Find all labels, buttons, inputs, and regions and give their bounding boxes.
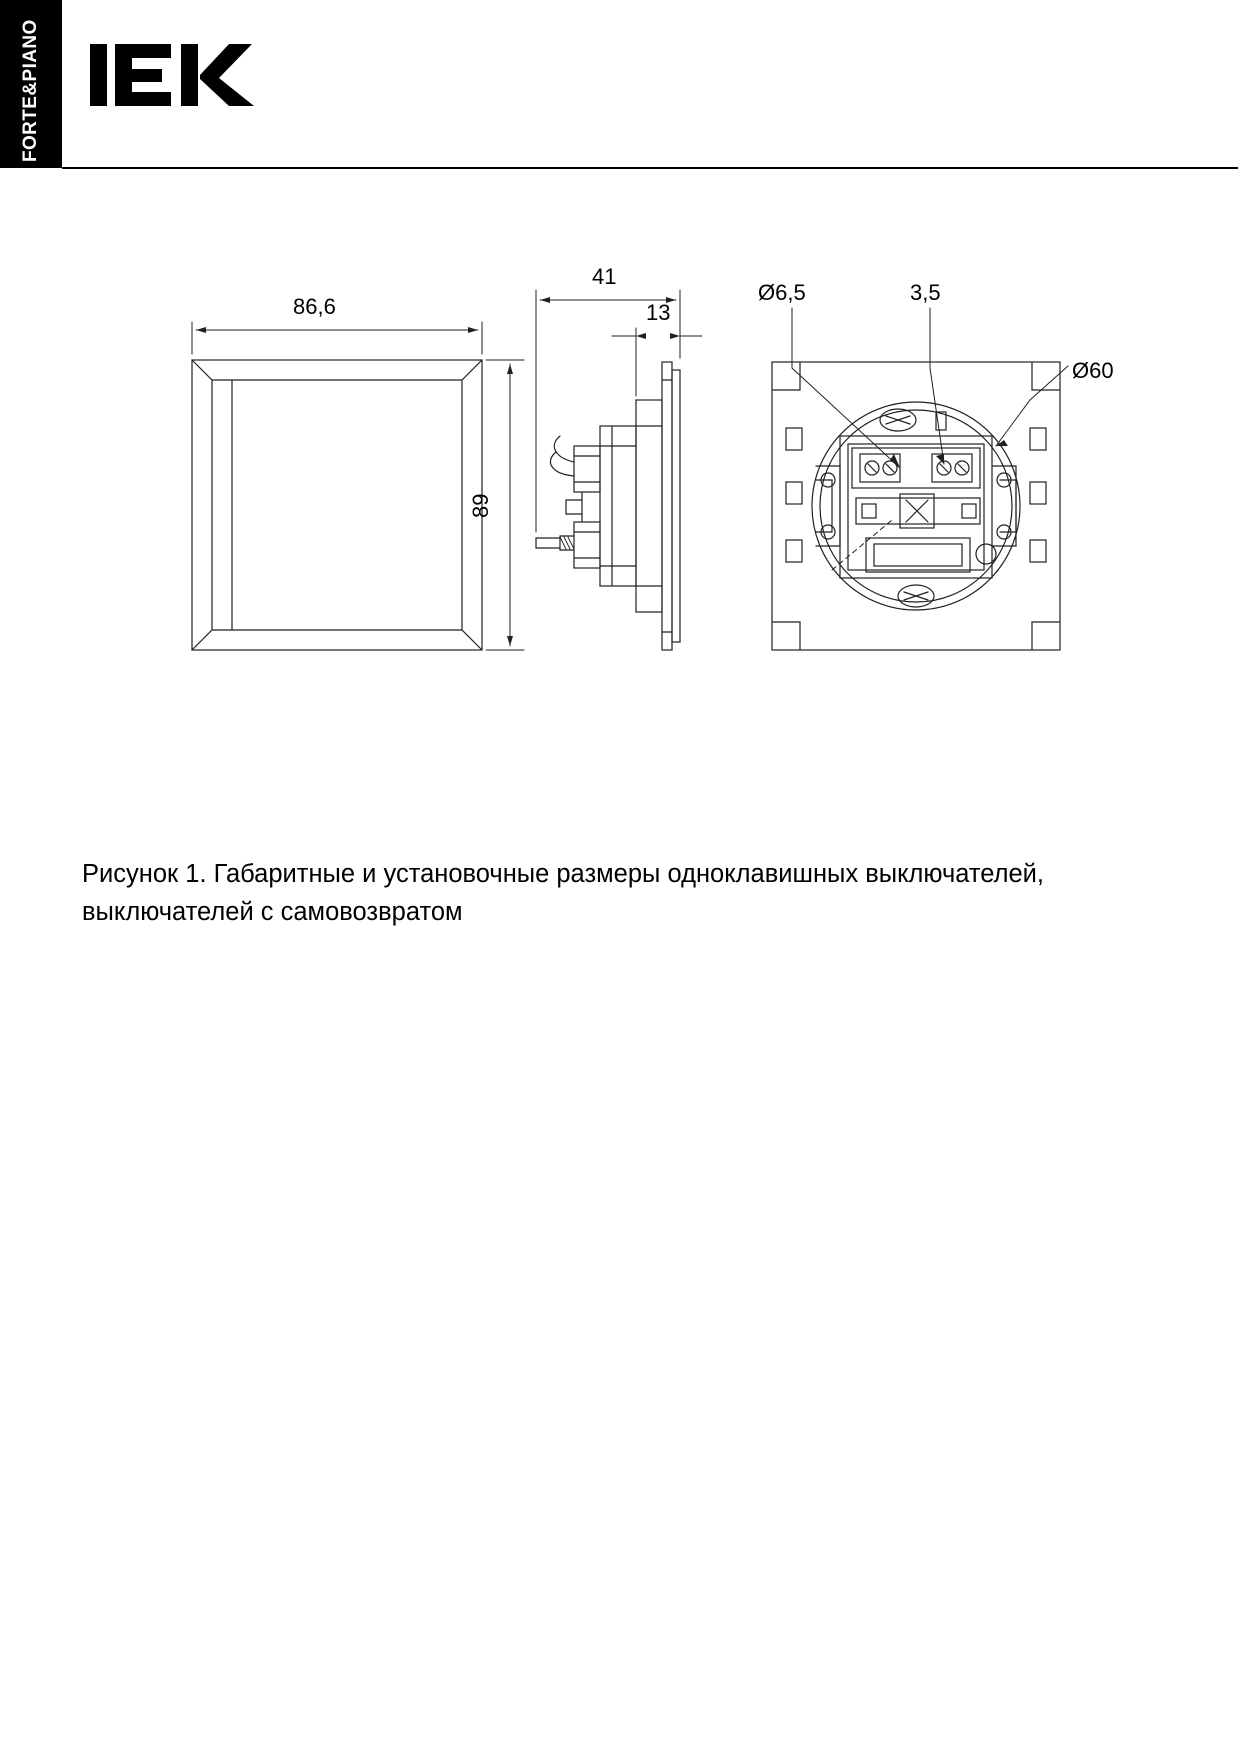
dim-label-width: 86,6 — [293, 294, 336, 319]
header-divider — [62, 167, 1238, 169]
dim-label-depth-front: 13 — [646, 300, 671, 325]
rear-view — [772, 362, 1060, 650]
technical-drawing — [0, 250, 1238, 680]
dim-depth-total — [536, 290, 680, 532]
figure-caption: Рисунок 1. Габаритные и установочные размеры одноклавишных выключателей, выключателей с самовозвратом — [82, 860, 1045, 926]
leader-slot-width — [930, 308, 944, 464]
dim-label-depth-total: 41 — [592, 264, 617, 289]
iek-logo-icon — [88, 38, 268, 118]
dim-label-hole-diameter: Ø6,5 — [758, 280, 806, 305]
front-view — [192, 360, 482, 650]
brand-tab — [0, 0, 62, 168]
dim-label-slot-width: 3,5 — [910, 280, 941, 305]
dim-label-height: 89 — [468, 493, 493, 518]
brand-tab-label: FORTE&PIANO — [20, 19, 41, 162]
leader-body-diameter-lower — [832, 520, 892, 570]
dim-width — [192, 322, 482, 354]
page-header — [0, 0, 1238, 168]
dim-label-body-diameter: Ø60 — [1072, 358, 1114, 383]
dim-depth-front — [612, 328, 702, 396]
side-view — [536, 362, 680, 650]
